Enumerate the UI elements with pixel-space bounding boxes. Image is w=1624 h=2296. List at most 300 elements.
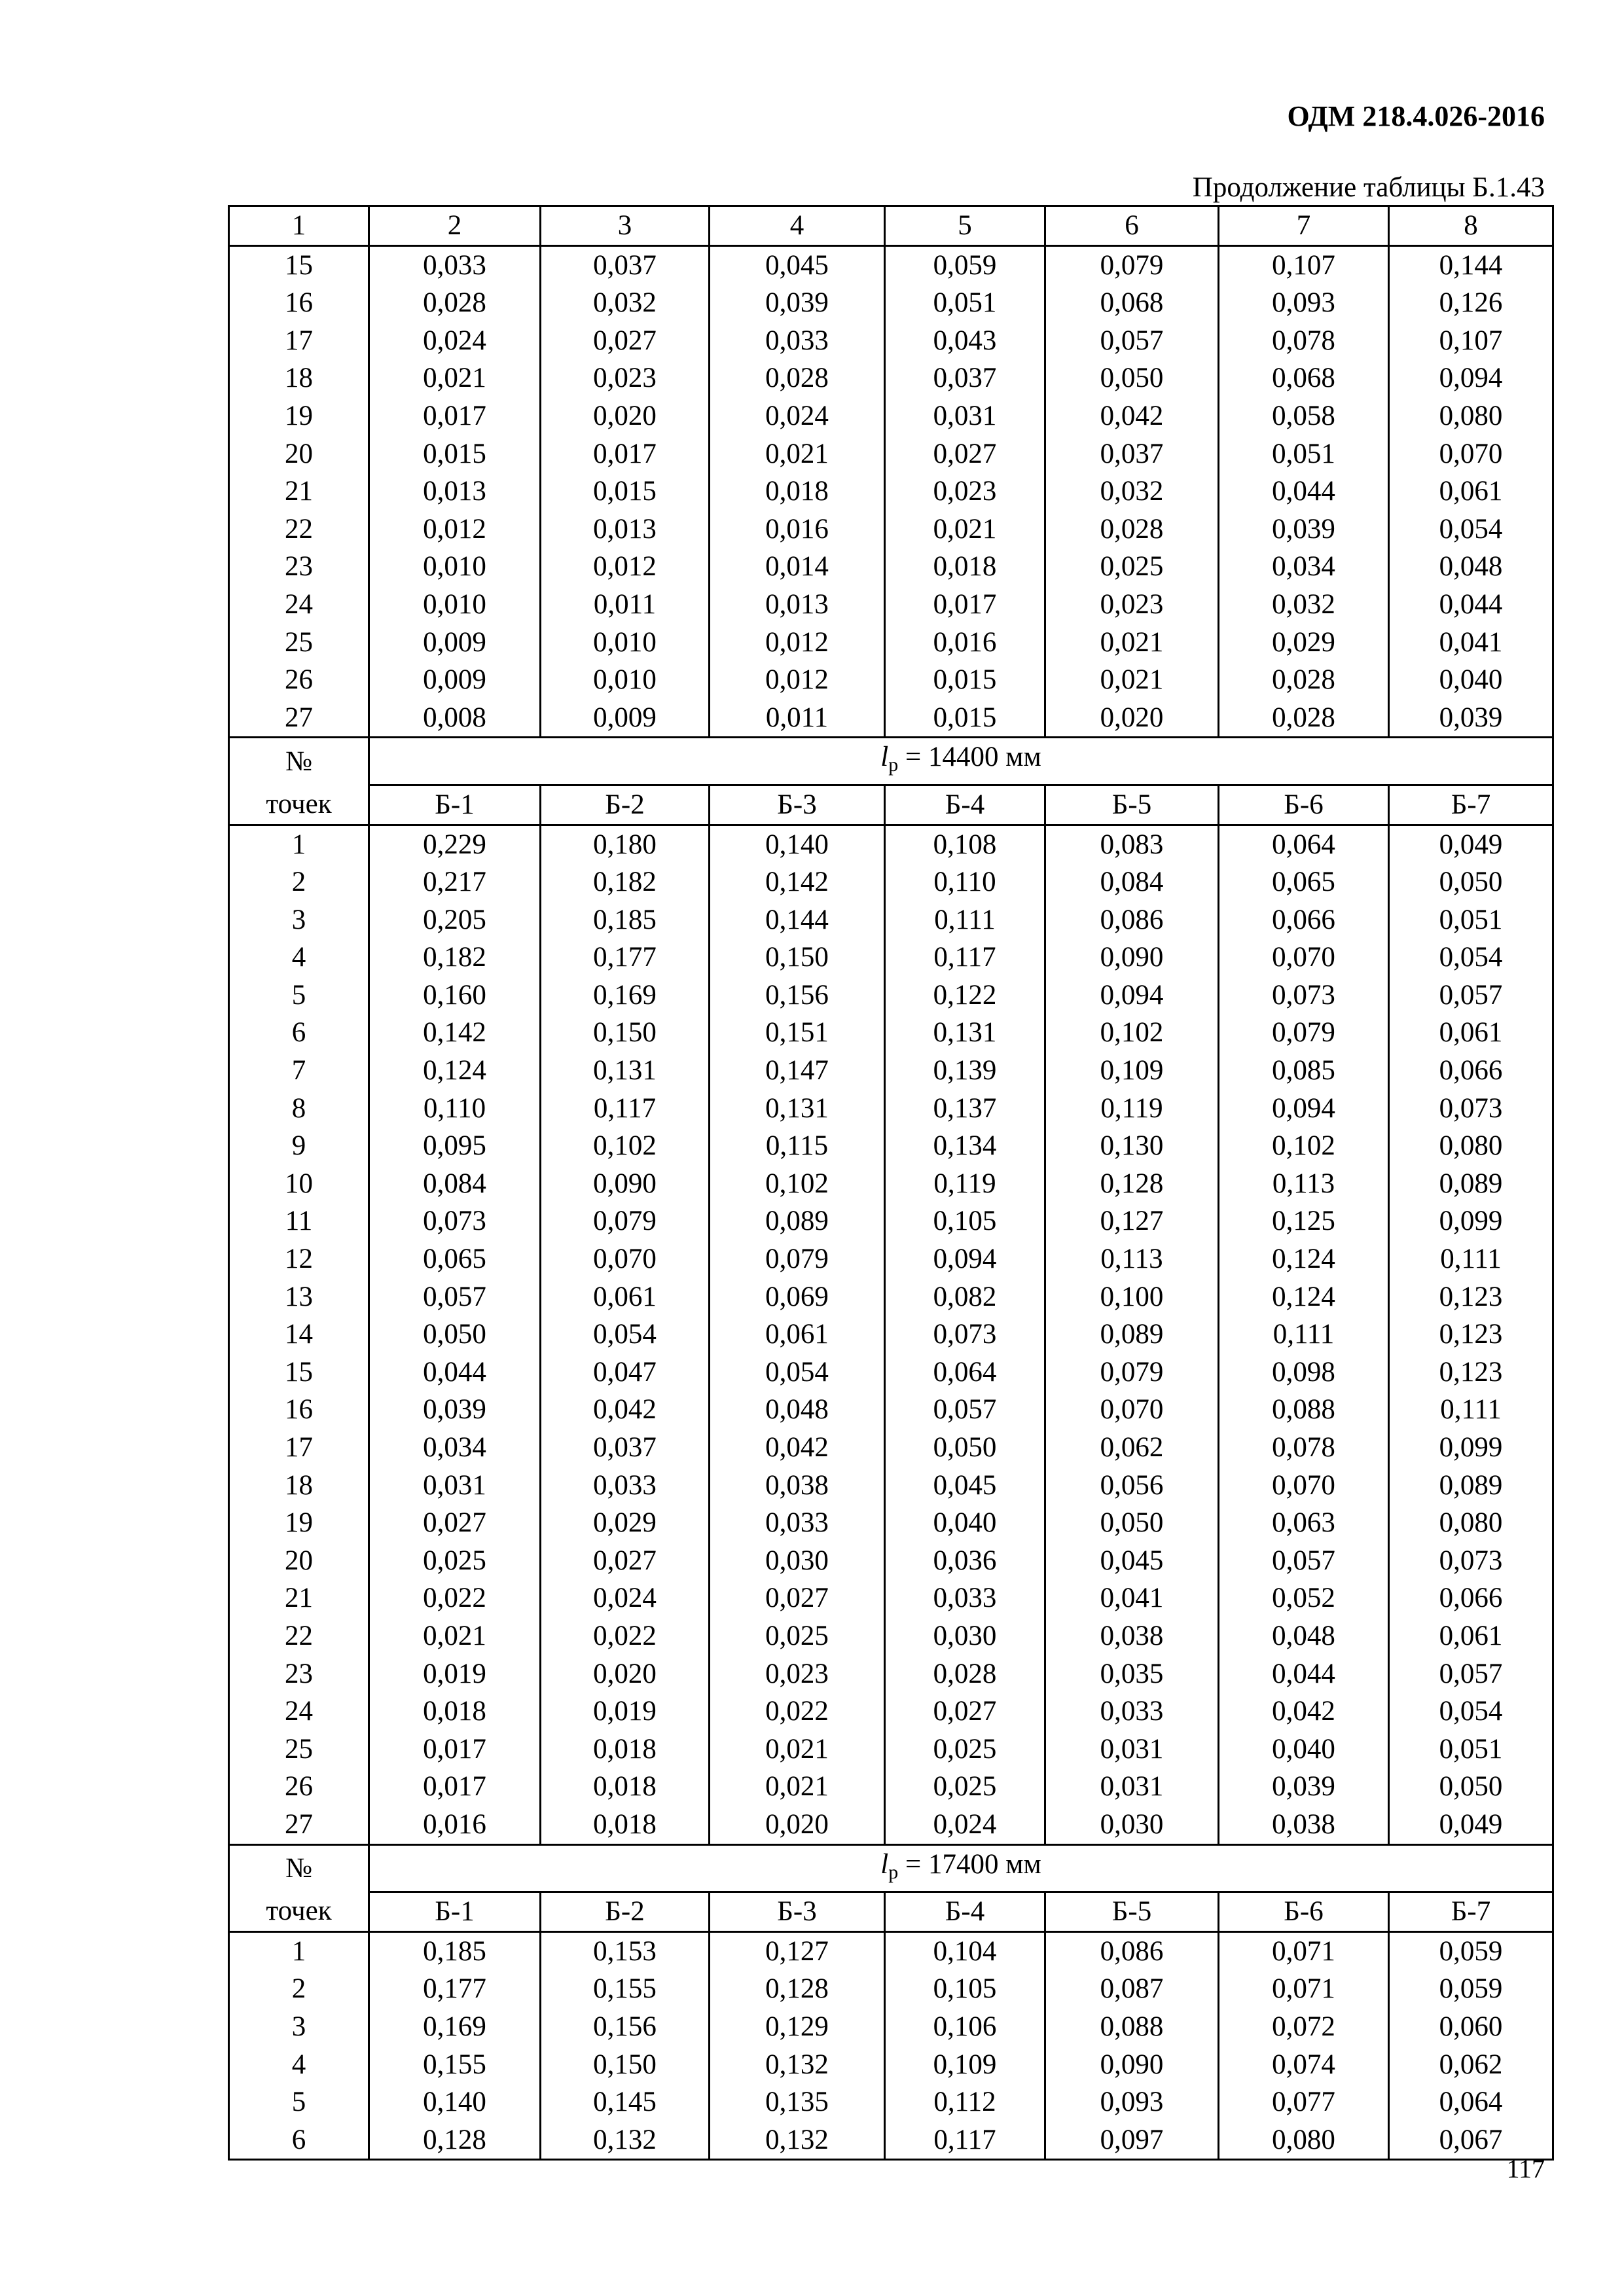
table-row [229,1090,1553,1128]
value-cell: 0,033 [885,1579,1045,1617]
value-cell: 0,122 [885,977,1045,1014]
value-cell: 0,123 [1389,1316,1553,1354]
value-cell: 0,147 [710,1052,885,1090]
table-row [229,2008,1553,2046]
section-header-row [229,738,1553,785]
point-number-cell: 17 [229,1429,369,1467]
point-number-cell: 22 [229,1617,369,1655]
value-cell: 0,058 [1219,397,1389,435]
value-cell: 0,039 [1219,1768,1389,1806]
value-cell: 0,021 [710,1768,885,1806]
value-cell: 0,044 [1219,473,1389,511]
span-length-header [369,738,1553,785]
point-number-cell: 3 [229,901,369,939]
value-cell: 0,112 [885,2083,1045,2121]
beam-label: Б-2 [541,1892,710,1932]
value-cell: 0,025 [710,1617,885,1655]
points-label: точек [229,785,369,825]
beam-label: Б-7 [1389,785,1553,825]
value-cell: 0,010 [369,548,541,586]
column-number-cell: 4 [710,206,885,246]
value-cell: 0,010 [541,624,710,662]
value-cell: 0,024 [885,1806,1045,1844]
value-cell: 0,013 [541,511,710,548]
value-cell: 0,028 [1045,511,1219,548]
value-cell: 0,051 [1219,435,1389,473]
value-cell: 0,079 [1045,245,1219,284]
value-cell: 0,050 [1045,359,1219,397]
value-cell: 0,087 [1045,1970,1219,2008]
point-number-cell: 26 [229,661,369,699]
value-cell: 0,105 [885,1202,1045,1240]
value-cell: 0,012 [710,624,885,662]
point-number-cell: 27 [229,1806,369,1844]
value-cell: 0,018 [369,1693,541,1731]
value-cell: 0,028 [1219,699,1389,738]
value-cell: 0,059 [885,245,1045,284]
value-cell: 0,032 [1219,586,1389,624]
value-cell: 0,111 [1389,1391,1553,1429]
value-cell: 0,110 [369,1090,541,1128]
value-cell: 0,010 [541,661,710,699]
beam-label: Б-6 [1219,1892,1389,1932]
column-number-cell: 7 [1219,206,1389,246]
point-number-cell: 9 [229,1127,369,1165]
value-cell: 0,050 [1389,1768,1553,1806]
table-row [229,2046,1553,2084]
value-cell: 0,054 [1389,511,1553,548]
value-cell: 0,019 [369,1655,541,1693]
value-cell: 0,017 [885,586,1045,624]
value-cell: 0,062 [1045,1429,1219,1467]
value-cell: 0,013 [710,586,885,624]
value-cell: 0,217 [369,863,541,901]
value-cell: 0,151 [710,1014,885,1052]
value-cell: 0,009 [369,624,541,662]
value-cell: 0,028 [1219,661,1389,699]
value-cell: 0,093 [1045,2083,1219,2121]
value-cell: 0,021 [885,511,1045,548]
value-cell: 0,054 [1389,1693,1553,1731]
value-cell: 0,128 [369,2121,541,2160]
span-symbol: l [880,1848,889,1880]
point-number-cell: 23 [229,1655,369,1693]
value-cell: 0,025 [885,1768,1045,1806]
value-cell: 0,099 [1389,1202,1553,1240]
value-cell: 0,160 [369,977,541,1014]
table-row [229,245,1553,284]
value-cell: 0,061 [710,1316,885,1354]
column-number-row [229,206,1553,246]
value-cell: 0,144 [710,901,885,939]
value-cell: 0,047 [541,1354,710,1391]
point-number-cell: 16 [229,284,369,322]
value-cell: 0,017 [369,1768,541,1806]
value-cell: 0,062 [1389,2046,1553,2084]
value-cell: 0,027 [885,435,1045,473]
value-cell: 0,040 [1219,1731,1389,1768]
value-cell: 0,054 [710,1354,885,1391]
value-cell: 0,073 [885,1316,1045,1354]
value-cell: 0,057 [885,1391,1045,1429]
value-cell: 0,104 [885,1931,1045,1970]
value-cell: 0,079 [710,1240,885,1278]
value-cell: 0,024 [710,397,885,435]
value-cell: 0,037 [541,1429,710,1467]
value-cell: 0,024 [369,322,541,360]
value-cell: 0,134 [885,1127,1045,1165]
value-cell: 0,020 [710,1806,885,1844]
point-number-cell: 15 [229,245,369,284]
value-cell: 0,012 [541,548,710,586]
data-table [228,205,1554,2161]
value-cell: 0,130 [1045,1127,1219,1165]
table-row [229,359,1553,397]
column-number-cell: 6 [1045,206,1219,246]
table-caption: Продолжение таблицы Б.1.43 [1192,172,1545,203]
value-cell: 0,094 [885,1240,1045,1278]
value-cell: 0,107 [1389,322,1553,360]
table-row [229,1052,1553,1090]
table-row [229,1467,1553,1505]
value-cell: 0,089 [1045,1316,1219,1354]
table-row [229,1391,1553,1429]
value-cell: 0,124 [1219,1240,1389,1278]
value-cell: 0,073 [1389,1090,1553,1128]
value-cell: 0,015 [541,473,710,511]
value-cell: 0,185 [369,1931,541,1970]
value-cell: 0,108 [885,825,1045,863]
point-number-cell: 2 [229,1970,369,2008]
point-number-cell: 25 [229,1731,369,1768]
value-cell: 0,056 [1045,1467,1219,1505]
value-cell: 0,089 [710,1202,885,1240]
point-number-cell: 20 [229,1542,369,1580]
value-cell: 0,023 [710,1655,885,1693]
value-cell: 0,052 [1219,1579,1389,1617]
value-cell: 0,022 [710,1693,885,1731]
value-cell: 0,127 [710,1931,885,1970]
value-cell: 0,088 [1045,2008,1219,2046]
table-row [229,284,1553,322]
value-cell: 0,050 [1045,1504,1219,1542]
value-cell: 0,115 [710,1127,885,1165]
value-cell: 0,140 [710,825,885,863]
value-cell: 0,082 [885,1278,1045,1316]
point-number-cell: 6 [229,1014,369,1052]
value-cell: 0,074 [1219,2046,1389,2084]
value-cell: 0,066 [1219,901,1389,939]
value-cell: 0,024 [541,1579,710,1617]
value-cell: 0,117 [885,2121,1045,2160]
value-cell: 0,132 [541,2121,710,2160]
value-cell: 0,099 [1389,1429,1553,1467]
value-cell: 0,057 [1219,1542,1389,1580]
table-row [229,1354,1553,1391]
value-cell: 0,043 [885,322,1045,360]
value-cell: 0,008 [369,699,541,738]
value-cell: 0,033 [369,245,541,284]
value-cell: 0,155 [369,2046,541,2084]
value-cell: 0,169 [369,2008,541,2046]
value-cell: 0,036 [885,1542,1045,1580]
table-row [229,1127,1553,1165]
column-number-cell: 2 [369,206,541,246]
point-number-cell: 27 [229,699,369,738]
value-cell: 0,182 [541,863,710,901]
value-cell: 0,030 [885,1617,1045,1655]
table-row [229,1316,1553,1354]
value-cell: 0,010 [369,586,541,624]
value-cell: 0,013 [369,473,541,511]
span-subscript: р [888,1861,899,1883]
value-cell: 0,102 [710,1165,885,1203]
value-cell: 0,066 [1389,1052,1553,1090]
value-cell: 0,127 [1045,1202,1219,1240]
point-number-cell: 14 [229,1316,369,1354]
value-cell: 0,073 [1219,977,1389,1014]
table-row [229,2083,1553,2121]
value-cell: 0,032 [1045,473,1219,511]
value-cell: 0,021 [1045,624,1219,662]
value-cell: 0,063 [1219,1504,1389,1542]
value-cell: 0,018 [541,1806,710,1844]
no-label: № [229,738,369,785]
value-cell: 0,111 [885,901,1045,939]
value-cell: 0,018 [541,1768,710,1806]
value-cell: 0,029 [541,1504,710,1542]
value-cell: 0,073 [1389,1542,1553,1580]
value-cell: 0,069 [710,1278,885,1316]
value-cell: 0,017 [369,397,541,435]
value-cell: 0,070 [541,1240,710,1278]
value-cell: 0,031 [885,397,1045,435]
value-cell: 0,015 [885,699,1045,738]
value-cell: 0,050 [369,1316,541,1354]
beam-label: Б-6 [1219,785,1389,825]
value-cell: 0,150 [541,2046,710,2084]
value-cell: 0,080 [1389,397,1553,435]
value-cell: 0,080 [1219,2121,1389,2160]
value-cell: 0,057 [1389,977,1553,1014]
value-cell: 0,030 [1045,1806,1219,1844]
value-cell: 0,084 [369,1165,541,1203]
value-cell: 0,040 [885,1504,1045,1542]
value-cell: 0,021 [710,435,885,473]
value-cell: 0,110 [885,863,1045,901]
value-cell: 0,048 [710,1391,885,1429]
value-cell: 0,098 [1219,1354,1389,1391]
value-cell: 0,042 [1219,1693,1389,1731]
value-cell: 0,045 [885,1467,1045,1505]
point-number-cell: 4 [229,939,369,977]
beam-label: Б-1 [369,1892,541,1932]
value-cell: 0,018 [710,473,885,511]
point-number-cell: 17 [229,322,369,360]
column-number-cell: 5 [885,206,1045,246]
value-cell: 0,177 [541,939,710,977]
value-cell: 0,135 [710,2083,885,2121]
value-cell: 0,105 [885,1970,1045,2008]
value-cell: 0,023 [885,473,1045,511]
value-cell: 0,028 [369,284,541,322]
table-row [229,1806,1553,1844]
table-row [229,586,1553,624]
table-row [229,624,1553,662]
table-row [229,1014,1553,1052]
value-cell: 0,038 [1045,1617,1219,1655]
value-cell: 0,142 [710,863,885,901]
value-cell: 0,045 [710,245,885,284]
table-row [229,2121,1553,2160]
table-row [229,1504,1553,1542]
value-cell: 0,131 [541,1052,710,1090]
value-cell: 0,012 [710,661,885,699]
value-cell: 0,017 [541,435,710,473]
value-cell: 0,078 [1219,1429,1389,1467]
value-cell: 0,102 [1219,1127,1389,1165]
value-cell: 0,060 [1389,2008,1553,2046]
value-cell: 0,061 [1389,473,1553,511]
point-number-cell: 5 [229,977,369,1014]
value-cell: 0,022 [369,1579,541,1617]
value-cell: 0,156 [541,2008,710,2046]
value-cell: 0,031 [369,1467,541,1505]
value-cell: 0,139 [885,1052,1045,1090]
point-number-cell: 2 [229,863,369,901]
point-number-cell: 21 [229,473,369,511]
value-cell: 0,014 [710,548,885,586]
point-number-cell: 18 [229,1467,369,1505]
value-cell: 0,070 [1389,435,1553,473]
value-cell: 0,068 [1045,284,1219,322]
value-cell: 0,028 [710,359,885,397]
point-number-cell: 19 [229,397,369,435]
value-cell: 0,126 [1389,284,1553,322]
table-row [229,939,1553,977]
value-cell: 0,072 [1219,2008,1389,2046]
point-number-cell: 26 [229,1768,369,1806]
value-cell: 0,131 [885,1014,1045,1052]
beam-header-row [229,785,1553,825]
value-cell: 0,016 [710,511,885,548]
value-cell: 0,095 [369,1127,541,1165]
beam-label: Б-7 [1389,1892,1553,1932]
value-cell: 0,123 [1389,1278,1553,1316]
value-cell: 0,059 [1389,1931,1553,1970]
value-cell: 0,125 [1219,1202,1389,1240]
value-cell: 0,090 [1045,2046,1219,2084]
point-number-cell: 8 [229,1090,369,1128]
table-row [229,825,1553,863]
value-cell: 0,094 [1389,359,1553,397]
table-row [229,1931,1553,1970]
table-row [229,1240,1553,1278]
value-cell: 0,129 [710,2008,885,2046]
value-cell: 0,073 [369,1202,541,1240]
value-cell: 0,131 [710,1090,885,1128]
table-row [229,1202,1553,1240]
value-cell: 0,051 [1389,901,1553,939]
value-cell: 0,031 [1045,1731,1219,1768]
value-cell: 0,090 [1045,939,1219,977]
table-row [229,322,1553,360]
value-cell: 0,044 [1219,1655,1389,1693]
value-cell: 0,049 [1389,1806,1553,1844]
value-cell: 0,065 [1219,863,1389,901]
value-cell: 0,020 [541,1655,710,1693]
value-cell: 0,059 [1389,1970,1553,2008]
value-cell: 0,061 [1389,1014,1553,1052]
value-cell: 0,028 [885,1655,1045,1693]
value-cell: 0,124 [1219,1278,1389,1316]
table-row [229,1165,1553,1203]
value-cell: 0,142 [369,1014,541,1052]
value-cell: 0,057 [1045,322,1219,360]
value-cell: 0,088 [1219,1391,1389,1429]
value-cell: 0,011 [541,586,710,624]
point-number-cell: 5 [229,2083,369,2121]
value-cell: 0,012 [369,511,541,548]
value-cell: 0,070 [1045,1391,1219,1429]
value-cell: 0,042 [541,1391,710,1429]
value-cell: 0,177 [369,1970,541,2008]
table-row [229,548,1553,586]
point-number-cell: 4 [229,2046,369,2084]
span-subscript: p [888,754,899,776]
value-cell: 0,153 [541,1931,710,1970]
value-cell: 0,070 [1219,1467,1389,1505]
value-cell: 0,027 [541,322,710,360]
value-cell: 0,009 [369,661,541,699]
value-cell: 0,097 [1045,2121,1219,2160]
value-cell: 0,182 [369,939,541,977]
column-number-cell: 8 [1389,206,1553,246]
value-cell: 0,169 [541,977,710,1014]
value-cell: 0,117 [885,939,1045,977]
value-cell: 0,038 [1219,1806,1389,1844]
value-cell: 0,016 [885,624,1045,662]
point-number-cell: 1 [229,825,369,863]
value-cell: 0,113 [1219,1165,1389,1203]
table-row [229,435,1553,473]
value-cell: 0,132 [710,2046,885,2084]
value-cell: 0,039 [710,284,885,322]
value-cell: 0,021 [710,1731,885,1768]
table-row [229,1655,1553,1693]
value-cell: 0,102 [541,1127,710,1165]
value-cell: 0,050 [885,1429,1045,1467]
value-cell: 0,109 [1045,1052,1219,1090]
value-cell: 0,034 [1219,548,1389,586]
value-cell: 0,093 [1219,284,1389,322]
value-cell: 0,109 [885,2046,1045,2084]
value-cell: 0,113 [1045,1240,1219,1278]
value-cell: 0,027 [541,1542,710,1580]
value-cell: 0,035 [1045,1655,1219,1693]
table-row [229,1731,1553,1768]
value-cell: 0,107 [1219,245,1389,284]
table-row [229,1693,1553,1731]
value-cell: 0,128 [1045,1165,1219,1203]
value-cell: 0,051 [1389,1731,1553,1768]
value-cell: 0,155 [541,1970,710,2008]
value-cell: 0,029 [1219,624,1389,662]
value-cell: 0,019 [541,1693,710,1731]
point-number-cell: 11 [229,1202,369,1240]
value-cell: 0,124 [369,1052,541,1090]
point-number-cell: 10 [229,1165,369,1203]
